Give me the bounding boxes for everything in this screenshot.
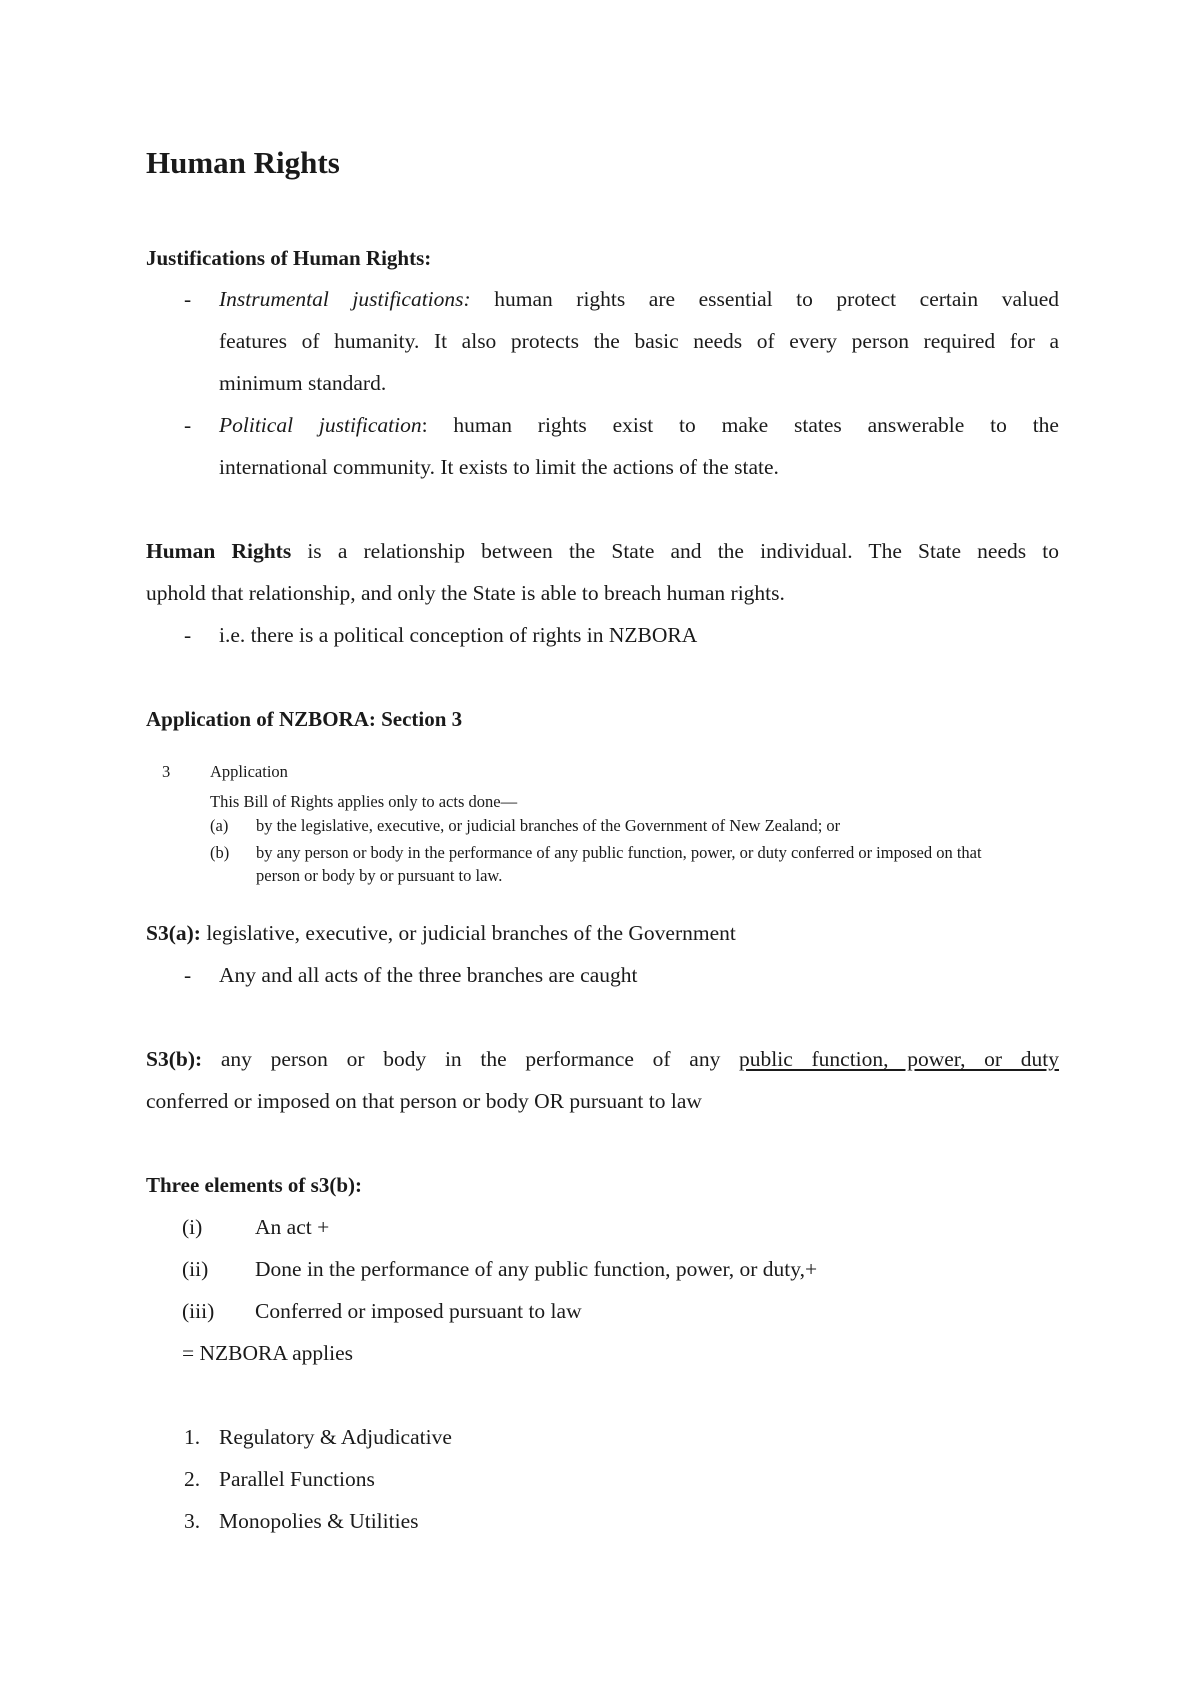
relationship-line-1 (146, 539, 1059, 564)
s3a-label: S3(a): (146, 921, 201, 945)
instrumental-text-1: human rights are essential to protect certain valued (470, 287, 1059, 311)
element-label: (i) (182, 1215, 203, 1239)
element-label: (ii) (182, 1257, 209, 1281)
element-text: An act + (255, 1215, 330, 1239)
relationship-text-1: is a relationship between the State and the individual. The State needs to (291, 539, 1059, 563)
s3b-pre: any person or body in the performance of any (202, 1047, 740, 1071)
page-title: Human Rights (146, 145, 340, 180)
category-number: 3. (184, 1509, 201, 1533)
excerpt-item-text: by any person or body in the performance of any public function, power, or duty conferred or imposed on that (256, 843, 982, 862)
section-number: 3 (162, 762, 171, 781)
justifications-heading: Justifications of Human Rights: (146, 246, 432, 270)
bullet-dash: - (184, 287, 192, 311)
s3a-text: legislative, executive, or judicial branches of the Government (200, 921, 736, 945)
s3b-label: S3(b): (146, 1047, 203, 1071)
elements-heading: Three elements of s3(b): (146, 1173, 362, 1197)
instrumental-term: Instrumental justifications: (219, 287, 471, 311)
relationship-line-2: uphold that relationship, and only the State is able to breach human rights. (146, 581, 785, 605)
relationship-bold: Human Rights (146, 539, 292, 563)
excerpt-intro: This Bill of Rights applies only to acts done— (210, 792, 518, 811)
excerpt-item-label: (b) (210, 843, 230, 862)
category-item: Regulatory & Adjudicative (219, 1425, 452, 1449)
bullet-dash: - (184, 623, 192, 647)
element-text: Done in the performance of any public function, power, or duty,+ (255, 1257, 818, 1281)
excerpt-item-label: (a) (210, 816, 229, 835)
category-number: 1. (184, 1425, 201, 1449)
political-term: Political justification (219, 413, 422, 437)
bullet-dash: - (184, 963, 192, 987)
excerpt-item-text-cont: person or body by or pursuant to law. (256, 866, 503, 885)
instrumental-line-2: features of humanity. It also protects the basic needs of every person required for a (219, 329, 1059, 353)
political-line-1 (219, 413, 1059, 438)
excerpt-item-text: by the legislative, executive, or judicial branches of the Government of New Zealand; or (256, 816, 841, 835)
category-item: Parallel Functions (219, 1467, 375, 1491)
s3b-line-1 (146, 1047, 1059, 1072)
s3b-line-2: conferred or imposed on that person or body OR pursuant to law (146, 1089, 702, 1113)
category-number: 2. (184, 1467, 201, 1491)
category-item: Monopolies & Utilities (219, 1509, 419, 1533)
instrumental-line-3: minimum standard. (219, 371, 387, 395)
application-heading: Application of NZBORA: Section 3 (146, 707, 463, 731)
elements-result: = NZBORA applies (182, 1341, 353, 1365)
instrumental-line-1 (219, 287, 1059, 312)
s3a-bullet: Any and all acts of the three branches are caught (219, 963, 638, 987)
bullet-dash: - (184, 413, 192, 437)
s3a-line (146, 921, 736, 946)
relationship-bullet: i.e. there is a political conception of rights in NZBORA (219, 623, 698, 647)
element-text: Conferred or imposed pursuant to law (255, 1299, 582, 1323)
section-title: Application (210, 762, 288, 781)
element-label: (iii) (182, 1299, 215, 1323)
political-line-2: international community. It exists to limit the actions of the state. (219, 455, 779, 479)
s3b-underlined: public function, power, or duty (739, 1047, 1060, 1071)
political-text-1: : human rights exist to make states answerable to the (421, 413, 1059, 437)
